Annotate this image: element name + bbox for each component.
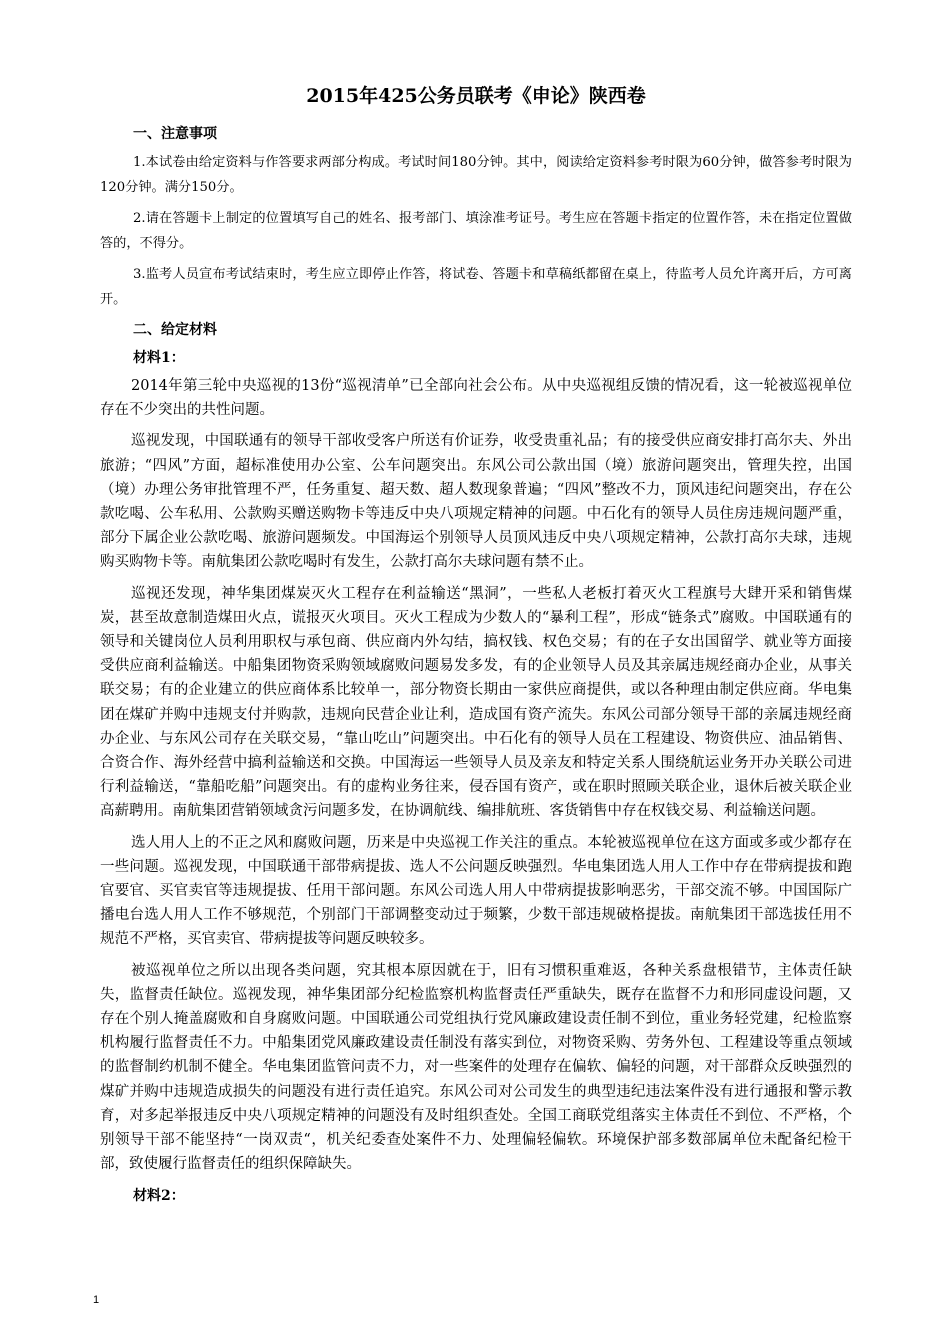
material1-paragraph: 被巡视单位之所以出现各类问题，究其根本原因就在于，旧有习惯积重难返，各种关系盘根错节，主体责任缺失，监督责任缺位。巡视发现，神华集团部分纪检监察机构监督责任严重缺失，既存在监督不力和形同虚设问题，又存在个别人掩盖腐败和自身腐败问题。中国联通公司党组执行党风廉政建设责任制不到位，重业务轻党建，纪检监察机构履行监督责任不力。中船集团党风廉政建设责任制没有落实到位，对物资采购、劳务外包、工程建设等重点领域的监督制约机制不健全。华电集团监管问责不力，对一些案件的处理存在偏软、偏轻的问题，对干部群众反映强烈的煤矿并购中违规造成损失的问题没有进行责任追究。东风公司对公司发生的典型违纪违法案件没有进行通报和警示教育，对多起举报违反中央八项规定精神的问题没有及时组织查处。全国工商联党组落实主体责任不到位、不严格，个别领导干部不能坚持“一岗双责“，机关纪委查处案件不力、处理偏轻偏软。环境保护部多数部属单位未配备纪检干部，致使履行监督责任的组织保障缺失。: [100, 962, 852, 1173]
material1-paragraph: 选人用人上的不正之风和腐败问题，历来是中央巡视工作关注的重点。本轮被巡视单位在这方面或多或少都存在一些问题。巡视发现，中国联通干部带病提拔、选人不公问题反映强烈。华电集团选人用人工作中存在带病提拔和跑官要官、买官卖官等违规提拔、任用干部问题。东风公司选人用人中带病提拔影响恶劣，干部交流不够。中国国际广播电台选人用人工作不够规范，个别部门干部调整变动过于频繁，少数干部违规破格提拔。南航集团干部选拔任用不规范不严格，买官卖官、带病提拔等问题反映较多。: [100, 834, 852, 948]
page-number: 1: [93, 1294, 100, 1306]
material1-paragraph: 巡视发现，中国联通有的领导干部收受客户所送有价证券，收受贵重礼品；有的接受供应商安排打高尔夫、外出旅游；“四风”方面，超标准使用办公室、公车问题突出。东风公司公款出国（境）旅游问题突出，管理失控，出国（境）办理公务审批管理不严，任务重复、超天数、超人数现象普遍；“四风”整改不力，顶风违纪问题突出，存在公款吃喝、公车私用、公款购买赠送购物卡等违反中央八项规定精神的问题。中石化有的领导人员住房违规问题严重，部分下属企业公款吃喝、旅游问题频发。中国海运个别领导人员顶风违反中央八项规定精神，公款打高尔夫球，违规购买购物卡等。南航集团公款吃喝时有发生，公款打高尔夫球问题有禁不止。: [100, 433, 852, 571]
material2-heading: 材料2：: [133, 1187, 185, 1204]
notice-item: 2.请在答题卡上制定的位置填写自己的姓名、报考部门、填涂准考证号。考生应在答题卡指定的位置作答，未在指定位置做答的，不得分。: [100, 211, 852, 251]
section-heading-materials: 二、给定材料: [133, 322, 217, 338]
document-title: 2015年425公务员联考《申论》陕西卷: [306, 85, 646, 107]
notice-item: 3.监考人员宣布考试结束时，考生应立即停止作答，将试卷、答题卡和草稿纸都留在桌上，待监考人员允许离开后，方可离开。: [100, 267, 852, 307]
material1-paragraph: 巡视还发现，神华集团煤炭灭火工程存在利益输送“黑洞”，一些私人老板打着灭火工程旗号大肆开采和销售煤炭，甚至故意制造煤田火点，谎报灭火项目。灭火工程成为少数人的“暴利工程”，形成“链条式”腐败。中国联通有的领导和关键岗位人员利用职权与承包商、供应商内外勾结，搞权钱、权色交易；有的在子女出国留学、就业等方面接受供应商利益输送。中船集团物资采购领域腐败问题易发多发，有的企业领导人员及其亲属违规经商办企业，从事关联交易；有的企业建立的供应商体系比较单一，部分物资长期由一家供应商提供，或以各种理由制定供应商。华电集团在煤矿并购中违规支付并购款，违规向民营企业让利，造成国有资产流失。东风公司部分领导干部的亲属违规经商办企业、与东风公司存在关联交易，“靠山吃山”问题突出。中石化有的领导人员在工程建设、物资供应、油品销售、合资合作、海外经营中搞利益输送和交换。中国海运一些领导人员及亲友和特定关系人围绕航运业务开办关联公司进行利益输送，“靠船吃船”问题突出。有的虚构业务往来，侵吞国有资产，或在职时照顾关联企业，退休后被关联企业高薪聘用。南航集团营销领域贪污问题多发，在协调航线、编排航班、客货销售中存在权钱交易、利益输送问题。: [100, 585, 852, 820]
document-body: [100, 82, 852, 1212]
notice-item: 1.本试卷由给定资料与作答要求两部分构成。考试时间180分钟。其中，阅读给定资料参考时限为60分钟，做答参考时限为120分钟。满分150分。: [100, 155, 852, 195]
material1-heading: 材料1：: [133, 350, 185, 366]
material1-paragraph: 2014年第三轮中央巡视的13份“巡视清单”已全部向社会公布。从中央巡视组反馈的情况看，这一轮被巡视单位存在不少突出的共性问题。: [100, 378, 852, 419]
section-heading-notices: 一、注意事项: [133, 126, 217, 142]
